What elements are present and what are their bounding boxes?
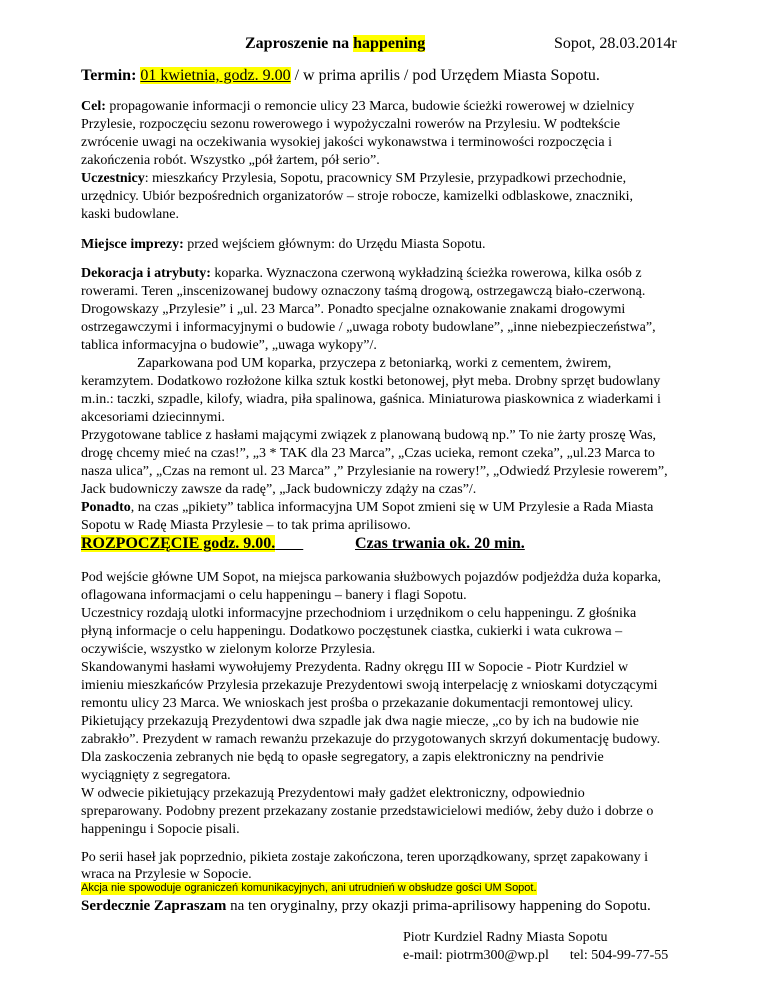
przebieg-line-15: happeningu i Sopocie pisali. [81, 822, 240, 837]
ponadto-line-2: Sopotu w Radę Miasta Przylesie – to tak prima aprilisowo. [81, 518, 411, 533]
invitation-line [81, 897, 651, 915]
dekoracja-line-4: ostrzegawczymi i informacyjnymi o budowie / „uwaga roboty budowlane”, „inne niebezpieczeństwa”, [81, 320, 656, 335]
przebieg-line-6: Skandowanymi hasłami wywołujemy Prezydenta. Radny okręgu III w Sopocie - Piotr Kurdziel w [81, 660, 629, 675]
przebieg-line-7: imieniu mieszkańców Przylesia przekazuje Prezydentowi swoją interpelację z wnioskami dotyczącymi [81, 678, 658, 693]
start-time: ROZPOCZĘCIE godz. 9.00. [81, 535, 276, 552]
cel-label: Cel: [81, 99, 106, 114]
uczestnicy-line-2: urzędnicy. Ubiór bezpośrednich organizatorów – stroje robocze, kamizelki odblaskowe, znaczniki, [81, 189, 634, 204]
signature-name: Piotr Kurdziel Radny Miasta Sopotu [403, 930, 608, 945]
title-text: Zaproszenie na [245, 35, 354, 52]
document-title [245, 34, 425, 53]
dekoracja-line-6: Zaparkowana pod UM koparka, przyczepa z betoniarką, worki z cementem, żwirem, [81, 356, 612, 371]
cel-text: propagowanie informacji o remoncie ulicy 23 Marca, budowie ścieżki rowerowej w dzielnicy [105, 99, 635, 114]
invitation-text: na ten oryginalny, przy okazji prima-aprilisowy happening do Sopotu. [226, 898, 651, 914]
ponadto-label: Ponadto [81, 500, 131, 515]
invitation-label: Serdecznie Zapraszam [81, 898, 227, 914]
przebieg-line-3: Uczestnicy rozdają ulotki informacyjne przechodniom i urzędnikom o celu happeningu. Z głośnika [81, 606, 637, 621]
start-gap [275, 535, 303, 552]
signature-gap [549, 948, 570, 963]
dekoracja-line-11: drogę chcemy mieć na czas!”, „3 * TAK dla 23 Marca”, „Czas ucieka, remont czeka”, „ul.23 Marca to [81, 446, 655, 461]
dekoracja-label: Dekoracja i atrybuty: [81, 266, 211, 281]
przebieg-line-5: oczywiście, wszystko w zielonym kolorze Przylesia. [81, 642, 376, 657]
termin-rest: / w prima aprilis / pod Urzędem Miasta Sopotu. [290, 67, 600, 84]
przebieg-line-1: Pod wejście główne UM Sopot, na miejsca parkowania służbowych pojazdów podjeżdża duża koparka, [81, 570, 662, 585]
przebieg-line-4: płyną informacje o celu happeningu. Dodatkowo poczęstunek ciastka, cukierki i wata cukrowa – [81, 624, 623, 639]
miejsce-line [81, 236, 485, 253]
uczestnicy-text: : mieszkańcy Przylesia, Sopotu, pracownicy SM Przylesie, przypadkowi przechodnie, [144, 171, 627, 186]
termin-date: 01 kwietnia, godz. 9.00 [140, 67, 291, 84]
dekoracja-line-12: nasza ulica”, „Czas na remont ul. 23 Marca” ,” Przylesianie na rowery!”, „Odwiedź Przylesie rowerem”, [81, 464, 668, 479]
signature-email: e-mail: piotrm300@wp.pl [403, 948, 549, 963]
start-time-line [81, 534, 303, 554]
dekoracja-line-3: Drogowskazy „Przylesie” i „ul. 23 Marca”. Ponadto specjalne oznakowanie znakami drogowymi [81, 302, 626, 317]
przebieg-line-8: remontu ulicy 23 Marca. We wnioskach jest prośba o przekazanie dokumentacji remontowej ulicy. [81, 696, 634, 711]
przebieg-line-9: Pikietujący przekazują Prezydentowi dwa szpadle jak dwa nagie miecze, „co by ich na budowie nie [81, 714, 639, 729]
przebieg-line-10: zabrakło”. Prezydent w ramach rewanżu przekazuje do przygotowanych skrzyń dokumentację budowy. [81, 732, 661, 747]
miejsce-label: Miejsce imprezy: [81, 237, 184, 252]
dekoracja-line-8: m.in.: taczki, szpadle, kilofy, wiadra, piła spalinowa, gaśnica. Miniaturowa piaskownica z wiaderkami i [81, 392, 661, 407]
dekoracja-line-2: rowerami. Teren „inscenizowanej budowy oznaczony taśmą drogową, ostrzegawczą biało-czerwoną. [81, 284, 646, 299]
uczestnicy-label: Uczestnicy [81, 171, 145, 186]
cel-line-2: Przylesie, rozpoczęciu sezonu rowerowego i wypożyczalni rowerów na Przylesiu. W podtekście [81, 117, 621, 132]
dekoracja-line-5: tablica informacyjna o budowie”, „uwaga wykopy”/. [81, 338, 377, 353]
signature-phone: tel: 504-99-77-55 [569, 948, 669, 963]
ponadto-line-1 [81, 499, 653, 516]
dekoracja-text: koparka. Wyznaczona czerwoną wykładziną ścieżka rowerowa, kilka osób z [210, 266, 642, 281]
dekoracja-line-13: Jack budowniczy zawsze da radę”, „Jack budowniczy zdąży na czas”/. [81, 482, 477, 497]
zakonczenie-line-2: wraca na Przylesie w Sopocie. [81, 867, 252, 882]
przebieg-line-2: oflagowana informacjami o celu happeningu – banery i flagi Sopotu. [81, 588, 467, 603]
ponadto-text: , na czas „pikiety” tablica informacyjna UM Sopot zmieni się w UM Przylesie a Rada Miasta [130, 500, 654, 515]
przebieg-line-12: wyciągnięty z segregatora. [81, 768, 231, 783]
cel-line-1 [81, 98, 634, 115]
dekoracja-line-1 [81, 265, 642, 282]
signature-contact [403, 947, 668, 964]
termin-line [81, 66, 600, 86]
dekoracja-line-7: keramzytem. Dodatkowo rozłożone kilka sztuk kostki betonowej, płyt meba. Drobny sprzęt budowlany [81, 374, 661, 389]
traffic-note: Akcja nie spowoduje ograniczeń komunikacyjnych, ani utrudnień w obsłudze gości UM Sopot. [81, 882, 537, 894]
cel-line-3: zwrócenie uwagi na oczekiwania wysokiej jakości wykonawstwa i terminowości rozpoczęcia i [81, 135, 613, 150]
dekoracja-line-10: Przygotowane tablice z hasłami mającymi związek z planowaną budową np.” To nie żarty proszę Was, [81, 428, 657, 443]
przebieg-line-13: W odwecie pikietujący przekazują Prezydentowi mały gadżet elektroniczny, odpowiednio [81, 786, 585, 801]
termin-label: Termin: [81, 67, 137, 84]
przebieg-line-14: spreparowany. Podobny prezent przekazany zostanie przedstawicielowi mediów, żeby dużo i dobrze o [81, 804, 654, 819]
place-date: Sopot, 28.03.2014r [554, 35, 677, 52]
dekoracja-line-9: akcesoriami dziecinnymi. [81, 410, 225, 425]
przebieg-line-11: Dla zaskoczenia zebranych nie będą to opasłe segregatory, a zapis elektroniczny na pendrivie [81, 750, 604, 765]
duration: Czas trwania ok. 20 min. [355, 535, 525, 552]
uczestnicy-line-3: kaski budowlane. [81, 207, 179, 222]
miejsce-text: przed wejściem głównym: do Urzędu Miasta Sopotu. [183, 237, 486, 252]
title-highlight: happening [353, 35, 426, 52]
cel-line-4: zakończenia robót. Wszystko „pół żartem, pół serio”. [81, 153, 380, 168]
uczestnicy-line-1 [81, 170, 626, 187]
zakonczenie-line-1: Po serii haseł jak poprzednio, pikieta zostaje zakończona, teren uporządkowany, sprzęt zapakowany i [81, 850, 649, 865]
